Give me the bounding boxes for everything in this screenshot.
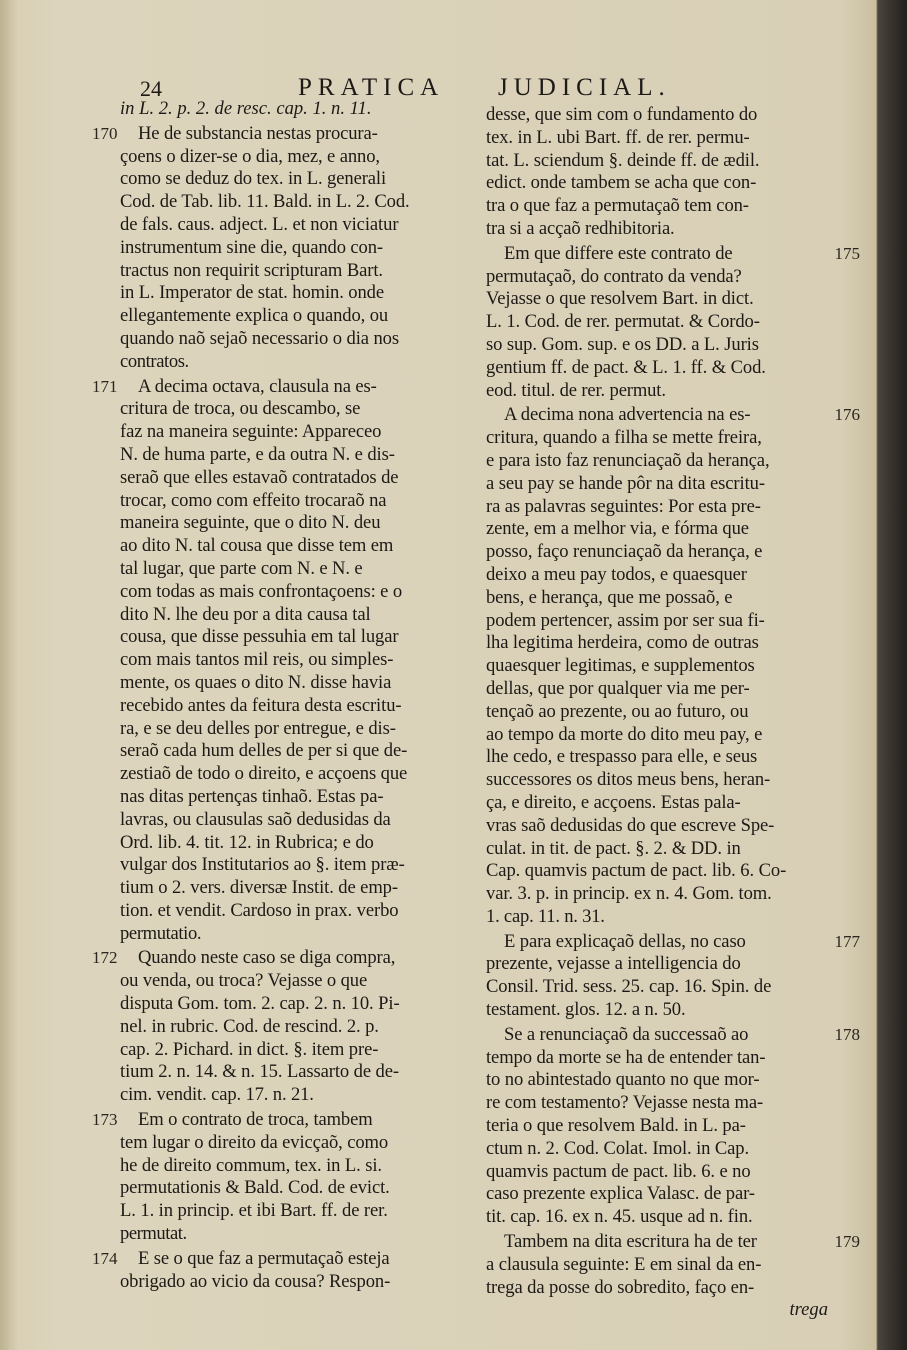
paragraph-number: 171	[92, 376, 118, 396]
text-line: cim. vendit. cap. 17. n. 21.	[120, 1084, 314, 1106]
text-line: tit. cap. 16. ex n. 45. usque ad n. fin.	[486, 1206, 753, 1228]
paragraph	[486, 1231, 860, 1299]
lead-in: in L. 2. p. 2. de resc. cap. 1. n. 11.	[120, 98, 372, 119]
text-line: E para explicaçaõ dellas, no caso	[504, 930, 746, 952]
text-line: successores os ditos meus bens, heran-	[486, 769, 771, 791]
text-line: L. 1. in princip. et ibi Bart. ff. de rer.	[120, 1200, 388, 1222]
text-line: critura de troca, ou descambo, se	[120, 398, 361, 420]
paragraph	[92, 947, 474, 1107]
text-line: trega da posse do sobredito, faço en-	[486, 1276, 755, 1298]
text-line: dito N. lhe deu por a dita causa tal	[120, 603, 371, 625]
text-line: tat. L. sciendum §. deinde ff. de ædil.	[486, 149, 760, 171]
text-line: mente, os quaes o dito N. disse havia	[120, 671, 392, 693]
text-line: edict. onde tambem se acha que con-	[486, 172, 757, 194]
text-line: Cod. de Tab. lib. 11. Bald. in L. 2. Cod.	[120, 191, 410, 213]
text-line: in L. Imperator de stat. homin. onde	[120, 282, 384, 304]
running-head-left: PRATICA	[298, 74, 445, 101]
text-line: ctum n. 2. Cod. Colat. Imol. in Cap.	[486, 1137, 750, 1159]
text-line: quamvis pactum de pact. lib. 6. e no	[486, 1160, 751, 1182]
text-line: A decima octava, clausula na es-	[138, 375, 377, 397]
text-line: critura, quando a filha se mette freira,	[486, 427, 762, 449]
paragraph-number: 179	[834, 1232, 860, 1252]
text-line: faz na maneira seguinte: Appareceo	[120, 421, 382, 443]
text-line: posso, faço renunciaçaõ da herança, e	[486, 541, 763, 563]
text-line: lhe cedo, e trespasso para elle, e seus	[486, 746, 758, 768]
book-edge	[878, 0, 907, 1350]
paragraph-number: 173	[92, 1110, 118, 1130]
text-line: recebido antes da feitura desta escritu-	[120, 694, 402, 716]
text-line: caso prezente explica Valasc. de par-	[486, 1183, 755, 1205]
text-line: gentium ff. de pact. & L. 1. ff. & Cod.	[486, 356, 766, 378]
text-line: ellegantemente explica o quando, ou	[120, 305, 389, 327]
text-line: ra as palavras seguintes: Por esta pre-	[486, 495, 761, 517]
paragraph	[92, 1109, 474, 1246]
paragraph-number: 176	[834, 405, 860, 425]
text-line: maneira seguinte, que o dito N. deu	[120, 512, 381, 534]
text-line: he de direito commum, tex. in L. si.	[120, 1154, 382, 1176]
paragraph-number: 172	[92, 948, 118, 968]
text-line: Se a renunciaçaõ da successaõ ao	[504, 1023, 749, 1045]
page-number: 24	[140, 76, 162, 101]
text-line: lavras, ou clausulas saõ dedusidas da	[120, 808, 391, 830]
text-line: var. 3. p. in princip. ex n. 4. Gom. tom.	[486, 883, 772, 905]
text-line: Tambem na dita escritura ha de ter	[504, 1231, 757, 1253]
text-line: A decima nona advertencia na es-	[504, 404, 751, 426]
text-line: zente, em a melhor via, e fórma que	[486, 518, 749, 540]
text-line: quando naõ sejaõ necessario o dia nos	[120, 327, 399, 349]
text-line: çoens o dizer-se o dia, mez, e anno,	[120, 145, 380, 167]
text-line: a clausula seguinte: E em sinal da en-	[486, 1253, 762, 1275]
text-line: de fals. caus. adject. L. et non viciatur	[120, 213, 399, 235]
text-line: tium o 2. vers. diversæ Instit. de emp-	[120, 877, 398, 899]
paragraph	[92, 375, 474, 946]
text-line: ou venda, ou troca? Vejasse o que	[120, 970, 368, 992]
text-line: nel. in rubric. Cod. de rescind. 2. p.	[120, 1015, 379, 1037]
text-line: bens, e herança, que me possaõ, e	[486, 586, 733, 608]
text-line: seraõ cada hum delles de per si que de-	[120, 740, 408, 762]
text-line: testament. glos. 12. a n. 50.	[486, 999, 686, 1021]
text-line: tium 2. n. 14. & n. 15. Lassarto de de-	[120, 1061, 399, 1083]
running-head-right: JUDICIAL.	[498, 74, 671, 101]
text-line: permutatio.	[120, 922, 202, 944]
paragraph	[92, 122, 474, 374]
text-line: so sup. Gom. sup. e os DD. a L. Juris	[486, 333, 759, 355]
text-line: tra o que faz a permutaçaõ tem con-	[486, 195, 749, 217]
paragraph	[486, 404, 860, 928]
text-line: disputa Gom. tom. 2. cap. 2. n. 10. Pi-	[120, 993, 400, 1015]
text-line: tractus non requirit scripturam Bart.	[120, 259, 383, 281]
text-line: Quando neste caso se diga compra,	[138, 947, 396, 969]
text-line: 1. cap. 11. n. 31.	[486, 905, 605, 927]
text-line: tençaõ ao prezente, ou ao futuro, ou	[486, 700, 749, 722]
text-line: desse, que sim com o fundamento do	[486, 104, 758, 125]
text-line: como se deduz do tex. in L. generali	[120, 168, 387, 190]
text-line: obrigado ao vicio da cousa? Respon-	[120, 1270, 391, 1292]
text-line: tra si a acçaõ redhibitoria.	[486, 217, 675, 239]
text-line: com mais tantos mil reis, ou simples-	[120, 649, 394, 671]
text-line: podem pertencer, assim por ser sua fi-	[486, 609, 765, 631]
text-line: dellas, que por qualquer via me per-	[486, 677, 750, 699]
text-line: eod. titul. de rer. permut.	[486, 379, 666, 401]
text-line: trocar, como com effeito trocaraõ na	[120, 489, 387, 511]
text-line: cousa, que disse pessuhia em tal lugar	[120, 626, 399, 648]
text-line: tion. et vendit. Cardoso in prax. verbo	[120, 899, 399, 921]
text-line: E se o que faz a permutaçaõ esteja	[138, 1247, 390, 1269]
text-line: instrumentum sine die, quando con-	[120, 236, 383, 258]
text-line: Cap. quamvis pactum de pact. lib. 6. Co-	[486, 860, 787, 882]
text-line: quaesquer legitimas, e supplementos	[486, 655, 755, 677]
text-line: nas ditas pertenças tinhaõ. Estas pa-	[120, 785, 384, 807]
right-column	[486, 102, 860, 1322]
text-line: ça, e direito, e acçoens. Estas pala-	[486, 791, 741, 813]
paragraph-number: 178	[834, 1024, 860, 1044]
text-line: L. 1. Cod. de rer. permutat. & Cordo-	[486, 311, 760, 333]
paragraph	[486, 242, 860, 403]
text-line: e para isto faz renunciaçaõ da herança,	[486, 449, 770, 471]
text-line: vras saõ dedusidas do que escreve Spe-	[486, 814, 775, 836]
text-line: re com testamento? Vejasse nesta ma-	[486, 1092, 764, 1114]
text-line: Consil. Trid. sess. 25. cap. 16. Spin. de	[486, 976, 772, 998]
text-line: tal lugar, que parte com N. e N. e	[120, 557, 363, 579]
text-line: permutat.	[120, 1223, 187, 1245]
text-line: culat. in tit. de pact. §. 2. & DD. in	[486, 837, 741, 859]
text-line: tem lugar o direito da evicçaõ, como	[120, 1131, 389, 1153]
text-line: Vejasse o que resolvem Bart. in dict.	[486, 288, 754, 310]
text-line: contratos.	[120, 350, 189, 372]
text-line: N. de huma parte, e da outra N. e dis-	[120, 443, 395, 465]
text-line: seraõ que elles estavaõ contratados de	[120, 466, 399, 488]
catchword: trega	[789, 1299, 828, 1321]
text-line: com todas as mais confrontaçoens: e o	[120, 580, 403, 602]
text-line: He de substancia nestas procura-	[138, 122, 378, 144]
text-line: permutationis & Bald. Cod. de evict.	[120, 1177, 390, 1199]
paragraph-number: 175	[834, 243, 860, 263]
text-line: a seu pay se hande pôr na dita escritu-	[486, 472, 765, 494]
paragraph-number: 170	[92, 123, 118, 143]
text-line: ao dito N. tal cousa que disse tem em	[120, 535, 394, 557]
text-line: zestiaõ de todo o direito, e acçoens que	[120, 763, 408, 785]
text-line: prezente, vejasse a intelligencia do	[486, 953, 741, 975]
text-line: Ord. lib. 4. tit. 12. in Rubrica; e do	[120, 831, 374, 853]
text-line: deixo a meu pay todos, e quaesquer	[486, 563, 747, 585]
text-line: cap. 2. Pichard. in dict. §. item pre-	[120, 1038, 379, 1060]
left-column	[92, 98, 474, 1293]
text-line: ra, e se deu delles por entregue, e dis-	[120, 717, 396, 739]
text-line: tempo da morte se ha de entender tan-	[486, 1046, 766, 1068]
paragraph	[486, 930, 860, 1022]
paragraph	[486, 104, 828, 241]
text-line: lha legitima herdeira, como de outras	[486, 632, 759, 654]
text-line: vulgar dos Institutarios ao §. item præ-	[120, 854, 405, 876]
text-line: ao tempo da morte do dito meu pay, e	[486, 723, 763, 745]
paragraph-number: 177	[834, 931, 860, 951]
paragraph-number: 174	[92, 1248, 118, 1268]
text-line: permutaçaõ, do contrato da venda?	[486, 265, 742, 287]
text-line: teria o que resolvem Bald. in L. pa-	[486, 1115, 746, 1137]
text-line: Em que differe este contrato de	[504, 242, 733, 264]
text-line: tex. in L. ubi Bart. ff. de rer. permu-	[486, 126, 750, 148]
text-line: Em o contrato de troca, tambem	[138, 1109, 373, 1131]
paragraph	[92, 1247, 474, 1294]
paragraph	[486, 1023, 860, 1229]
text-line: to no abintestado quanto no que mor-	[486, 1069, 760, 1091]
